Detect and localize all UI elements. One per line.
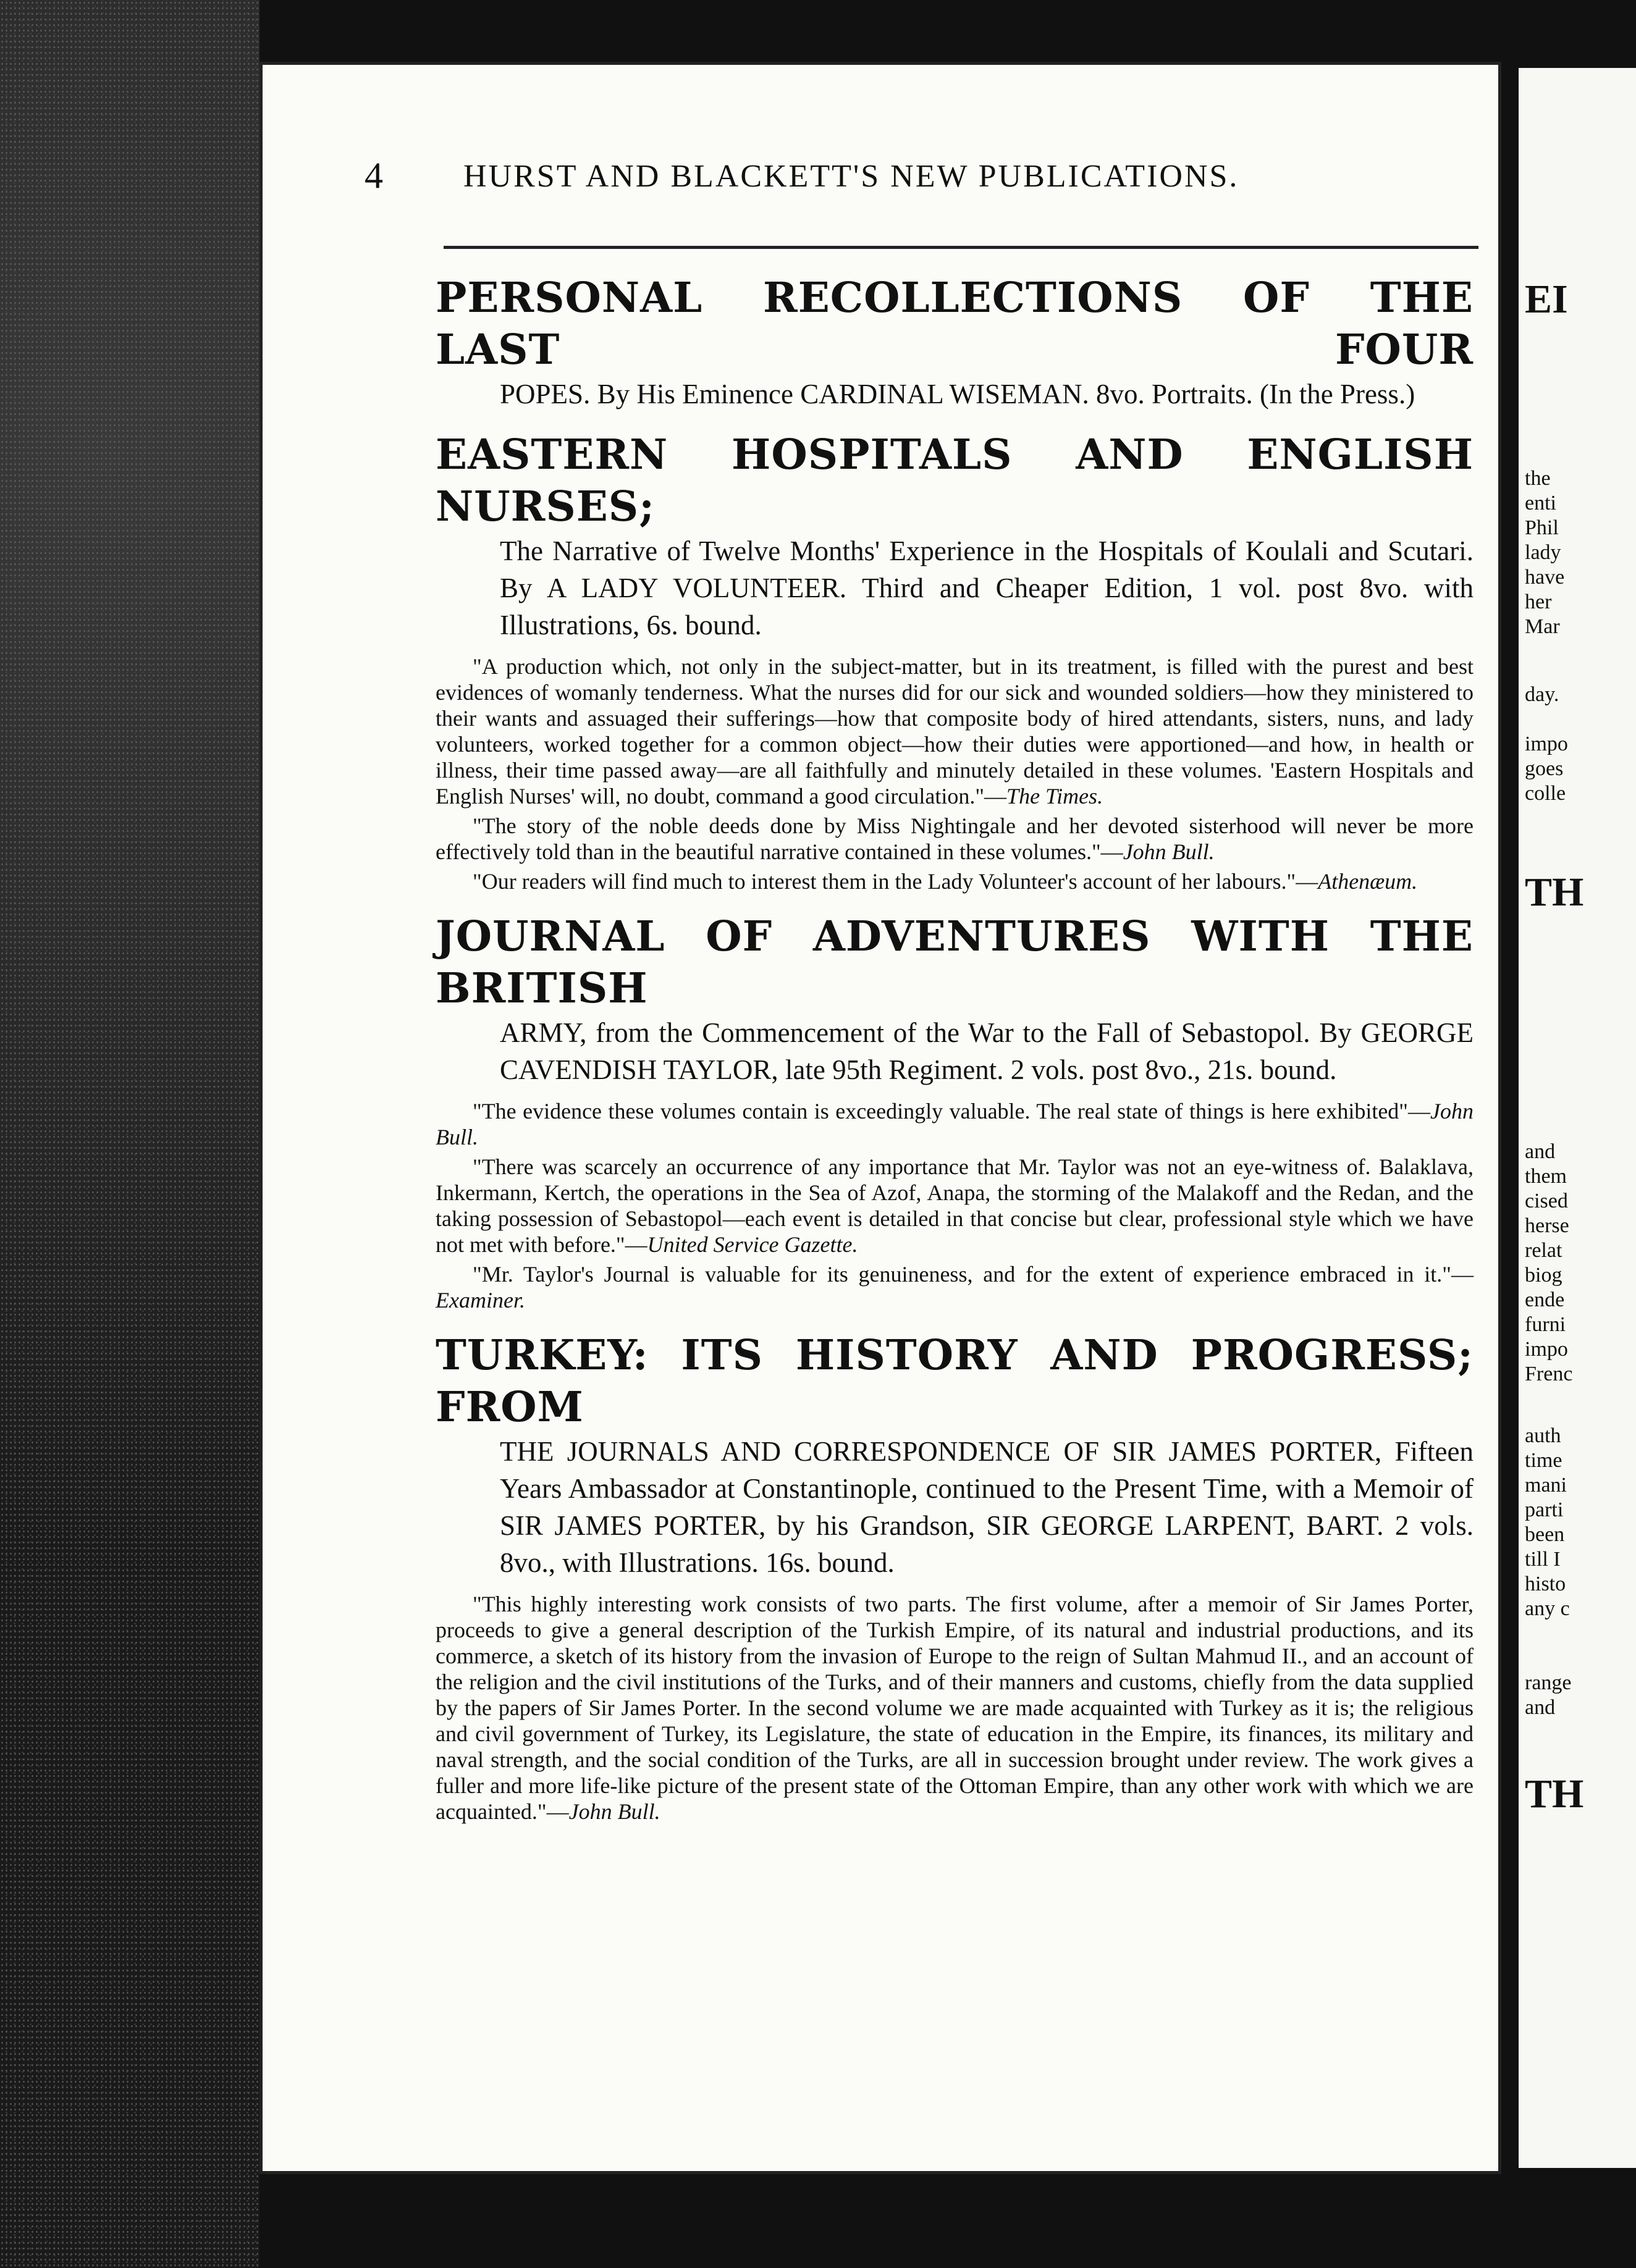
review-text: "Mr. Taylor's Journal is valuable for its genuineness, and for the extent of experience embraced in it."— xyxy=(473,1262,1474,1287)
publication-entry xyxy=(436,272,1474,413)
entry-heading: PERSONAL RECOLLECTIONS OF THE LAST FOUR xyxy=(436,273,1474,374)
facing-page-text-fragment: her xyxy=(1525,590,1552,613)
facing-page-text-fragment: Mar xyxy=(1525,615,1560,638)
facing-page-text-fragment: Phil xyxy=(1525,516,1559,539)
facing-page-text-fragment: biog xyxy=(1525,1264,1562,1287)
facing-page-text-fragment: enti xyxy=(1525,492,1556,514)
facing-page-text-fragment: any c xyxy=(1525,1597,1570,1620)
review-text: "The story of the noble deeds done by Miss Nightingale and her devoted sisterhood will never be more effectively told than in the beautiful narrative contained in these volumes."— xyxy=(436,813,1474,864)
facing-page-text-fragment: EI xyxy=(1525,277,1568,322)
entry-heading: EASTERN HOSPITALS AND ENGLISH NURSES; xyxy=(436,430,1474,531)
facing-page-text-fragment: TH xyxy=(1525,1771,1584,1816)
facing-page-text-fragment: impo xyxy=(1525,1338,1568,1361)
entry-heading: JOURNAL OF ADVENTURES WITH THE BRITISH xyxy=(436,912,1474,1012)
review-text: "Our readers will find much to interest them in the Lady Volunteer's account of her labours."— xyxy=(473,869,1318,894)
review-quote xyxy=(436,1591,1474,1825)
facing-page-text-fragment: Frenc xyxy=(1525,1363,1573,1385)
header-rule xyxy=(444,246,1478,249)
entry-detail: POPES. By His Eminence CARDINAL WISEMAN. 8vo. Portraits. (In the Press.) xyxy=(500,379,1415,410)
facing-page-text-fragment: them xyxy=(1525,1165,1567,1188)
entry-detail: The Narrative of Twelve Months' Experience in the Hospitals of Koulali and Scutari. By A LADY VOLUNTEER. Third and Cheaper Edition, 1 vol. post 8vo. with Illustrations, 6s. bound. xyxy=(500,536,1474,640)
facing-page-text-fragment: cised xyxy=(1525,1190,1568,1212)
review-text: "A production which, not only in the subject-matter, but in its treatment, is filled with the purest and best evidences of womanly tenderness. What the nurses did for our sick and wounded soldiers—how they ministered to their wants and assuaged their sufferings—how that composite body of hired attendants, sisters, nuns, and lady volunteers, worked together for a common object—how their duties were apportioned—and how, in health or illness, their time passed away—are all faithfully and minutely detailed in these volumes. 'Eastern Hospitals and English Nurses' will, no doubt, command a good circulation."— xyxy=(436,654,1474,808)
review-quote xyxy=(436,1261,1474,1313)
review-quote xyxy=(436,868,1474,894)
publication-entry xyxy=(436,1329,1474,1825)
running-head-title: HURST AND BLACKETT'S NEW PUBLICATIONS. xyxy=(463,159,1239,194)
facing-page-text-fragment: colle xyxy=(1525,782,1566,805)
facing-page-text-fragment: have xyxy=(1525,566,1565,589)
entry-detail: THE JOURNALS AND CORRESPONDENCE OF SIR JAMES PORTER, Fifteen Years Ambassador at Constantinople, continued to the Present Time, with a Memoir of SIR JAMES PORTER, by his Grandson, SIR GEORGE LARPENT, BART. 2 vols. 8vo., with Illustrations. 16s. bound. xyxy=(500,1436,1474,1578)
facing-page-text-fragment: auth xyxy=(1525,1424,1561,1447)
facing-page-text-fragment: day. xyxy=(1525,683,1559,706)
facing-page-text-fragment: mani xyxy=(1525,1474,1567,1497)
review-text: "This highly interesting work consists of two parts. The first volume, after a memoir of Sir James Porter, proceeds to give a general description of the Turkish Empire, of its natural and industrial productions, and its commerce, a sketch of its history from the invasion of Europe to the reign of Sultan Mahmud II., and an account of the religion and the civil institutions of the Turks, and of their manners and customs, chiefly from the data supplied by the papers of Sir James Porter. In the second volume we are made acquainted with Turkey as it is; the religious and civil government of Turkey, its Legislature, the state of education in the Empire, its finances, its military and naval strength, and the social condition of the Turks, are all in succession brought under review. The work gives a fuller and more life-like picture of the present state of the Ottoman Empire, than any other work with which we are acquainted."— xyxy=(436,1592,1474,1824)
facing-page-text-fragment: impo xyxy=(1525,733,1568,755)
facing-page-edge xyxy=(1519,68,1636,2168)
facing-page-text-fragment: range xyxy=(1525,1671,1572,1694)
facing-page-text-fragment: time xyxy=(1525,1449,1562,1472)
entry-detail: ARMY, from the Commencement of the War to the Fall of Sebastopol. By GEORGE CAVENDISH TAYLOR, late 95th Regiment. 2 vols. post 8vo., 21s. bound. xyxy=(500,1017,1474,1085)
facing-page-text-fragment: the xyxy=(1525,467,1551,490)
publication-entry xyxy=(436,429,1474,894)
facing-page-text-fragment: goes xyxy=(1525,757,1564,780)
book-binding-edge xyxy=(0,0,259,2268)
review-source: United Service Gazette. xyxy=(647,1232,858,1257)
publication-entry xyxy=(436,910,1474,1313)
review-source: John Bull. xyxy=(568,1799,660,1824)
facing-page-text-fragment: ende xyxy=(1525,1288,1565,1311)
review-quote xyxy=(436,653,1474,809)
facing-page-text-fragment: and xyxy=(1525,1696,1556,1719)
facing-page-text-fragment: histo xyxy=(1525,1573,1566,1595)
facing-page-text-fragment: till I xyxy=(1525,1548,1561,1571)
review-quote xyxy=(436,813,1474,865)
review-quote xyxy=(436,1154,1474,1258)
review-source: John Bull. xyxy=(436,1099,1474,1149)
facing-page-text-fragment: been xyxy=(1525,1523,1565,1546)
facing-page-text-fragment: TH xyxy=(1525,870,1584,915)
review-text: "There was scarcely an occurrence of any importance that Mr. Taylor was not an eye-witness of. Balaklava, Inkermann, Kertch, the operations in the Sea of Azof, Anapa, the storming of the Malakoff and the Redan, and the taking possession of Sebastopol—each event is detailed in that concise but clear, professional style which we have not met with before."— xyxy=(436,1154,1474,1257)
review-source: The Times. xyxy=(1006,784,1103,808)
facing-page-text-fragment: lady xyxy=(1525,541,1561,564)
facing-page-text-fragment: herse xyxy=(1525,1214,1569,1237)
review-source: Examiner. xyxy=(436,1288,525,1312)
facing-page-text-fragment: furni xyxy=(1525,1313,1566,1336)
page-number: 4 xyxy=(365,155,385,196)
review-source: Athenæum. xyxy=(1318,869,1418,894)
review-text: "The evidence these volumes contain is exceedingly valuable. The real state of things is here exhibited"— xyxy=(473,1099,1431,1124)
facing-page-text-fragment: and xyxy=(1525,1140,1556,1163)
facing-page-text-fragment: relat xyxy=(1525,1239,1562,1262)
review-source: John Bull. xyxy=(1123,839,1215,864)
entry-heading: TURKEY: ITS HISTORY AND PROGRESS; FROM xyxy=(436,1330,1474,1431)
review-quote xyxy=(436,1098,1474,1150)
facing-page-text-fragment: parti xyxy=(1525,1498,1564,1521)
publication-list xyxy=(436,272,1474,1841)
